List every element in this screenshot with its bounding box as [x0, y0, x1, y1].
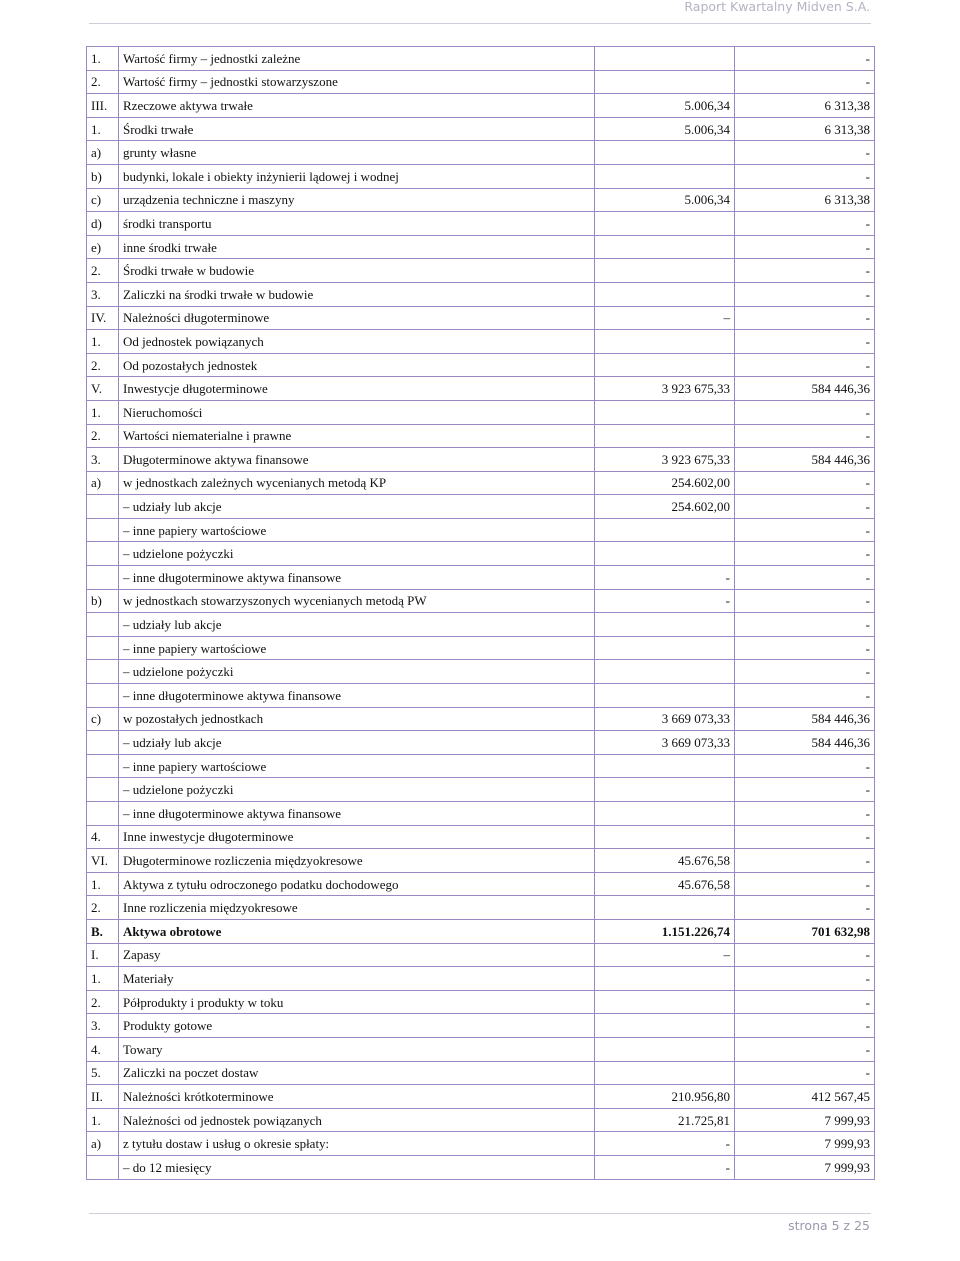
table-row	[87, 1014, 875, 1038]
row-number: 1.	[87, 47, 119, 71]
value-previous: 584 446,36	[735, 448, 875, 472]
value-current	[595, 400, 735, 424]
value-previous: -	[735, 825, 875, 849]
value-current: 3 923 675,33	[595, 448, 735, 472]
row-number	[87, 636, 119, 660]
value-previous: -	[735, 872, 875, 896]
value-previous: -	[735, 849, 875, 873]
value-current	[595, 636, 735, 660]
value-current: –	[595, 943, 735, 967]
row-label: Długoterminowe aktywa finansowe	[119, 448, 595, 472]
value-current	[595, 754, 735, 778]
row-label: – udziały lub akcje	[119, 613, 595, 637]
row-label: – udziały lub akcje	[119, 731, 595, 755]
row-label: Zapasy	[119, 943, 595, 967]
table-row	[87, 778, 875, 802]
value-current: 254.602,00	[595, 495, 735, 519]
row-number: b)	[87, 589, 119, 613]
row-label: – inne długoterminowe aktywa finansowe	[119, 684, 595, 708]
value-current: 254.602,00	[595, 471, 735, 495]
row-number: 1.	[87, 330, 119, 354]
row-label: Produkty gotowe	[119, 1014, 595, 1038]
value-previous: -	[735, 754, 875, 778]
row-number	[87, 802, 119, 826]
value-current: 3 669 073,33	[595, 707, 735, 731]
table-row	[87, 636, 875, 660]
value-current	[595, 802, 735, 826]
value-current	[595, 70, 735, 94]
row-label: Rzeczowe aktywa trwałe	[119, 94, 595, 118]
row-label: – inne papiery wartościowe	[119, 636, 595, 660]
table-row	[87, 660, 875, 684]
value-current: 1.151.226,74	[595, 919, 735, 943]
row-number: 2.	[87, 259, 119, 283]
table-row	[87, 825, 875, 849]
value-previous: 7 999,93	[735, 1155, 875, 1179]
row-label: Zaliczki na poczet dostaw	[119, 1061, 595, 1085]
value-current	[595, 424, 735, 448]
value-previous: -	[735, 330, 875, 354]
row-label: Wartości niematerialne i prawne	[119, 424, 595, 448]
value-current: -	[595, 589, 735, 613]
row-number: 1.	[87, 872, 119, 896]
row-label: – inne papiery wartościowe	[119, 518, 595, 542]
value-previous: 7 999,93	[735, 1108, 875, 1132]
row-number	[87, 1155, 119, 1179]
row-number: 2.	[87, 896, 119, 920]
value-previous: -	[735, 802, 875, 826]
value-current	[595, 660, 735, 684]
row-number: 3.	[87, 282, 119, 306]
row-number	[87, 613, 119, 637]
table-row	[87, 259, 875, 283]
value-current	[595, 1061, 735, 1085]
table-row	[87, 542, 875, 566]
table-row	[87, 518, 875, 542]
table-row	[87, 967, 875, 991]
row-number	[87, 660, 119, 684]
row-number: III.	[87, 94, 119, 118]
value-current: 3 669 073,33	[595, 731, 735, 755]
value-previous: -	[735, 1061, 875, 1085]
report-header: Raport Kwartalny Midven S.A.	[684, 0, 870, 14]
value-current	[595, 613, 735, 637]
value-current	[595, 353, 735, 377]
value-current	[595, 282, 735, 306]
row-label: – inne papiery wartościowe	[119, 754, 595, 778]
table-row	[87, 188, 875, 212]
value-current: 210.956,80	[595, 1085, 735, 1109]
value-current: 3 923 675,33	[595, 377, 735, 401]
row-number: IV.	[87, 306, 119, 330]
value-current: 5.006,34	[595, 117, 735, 141]
row-label: Inne inwestycje długoterminowe	[119, 825, 595, 849]
table-row	[87, 731, 875, 755]
value-previous: 7 999,93	[735, 1132, 875, 1156]
row-label: Od jednostek powiązanych	[119, 330, 595, 354]
table-row	[87, 1155, 875, 1179]
row-label: Aktywa obrotowe	[119, 919, 595, 943]
value-current	[595, 990, 735, 1014]
value-current	[595, 212, 735, 236]
value-current: 21.725,81	[595, 1108, 735, 1132]
row-number: 1.	[87, 117, 119, 141]
row-number: 1.	[87, 400, 119, 424]
value-previous: -	[735, 1037, 875, 1061]
table-row	[87, 164, 875, 188]
value-current	[595, 825, 735, 849]
table-row	[87, 1061, 875, 1085]
value-current: -	[595, 1155, 735, 1179]
row-label: inne środki trwałe	[119, 235, 595, 259]
row-number: a)	[87, 141, 119, 165]
table-row	[87, 377, 875, 401]
value-current	[595, 259, 735, 283]
value-previous: -	[735, 400, 875, 424]
row-number: b)	[87, 164, 119, 188]
value-previous: -	[735, 353, 875, 377]
table-row	[87, 1037, 875, 1061]
table-row	[87, 353, 875, 377]
value-previous: -	[735, 47, 875, 71]
row-label: Materiały	[119, 967, 595, 991]
value-current: -	[595, 1132, 735, 1156]
value-previous: -	[735, 778, 875, 802]
row-label: – udzielone pożyczki	[119, 778, 595, 802]
value-current	[595, 684, 735, 708]
value-current: -	[595, 566, 735, 590]
value-previous: -	[735, 282, 875, 306]
table-row	[87, 1085, 875, 1109]
value-previous: -	[735, 495, 875, 519]
value-current: 5.006,34	[595, 94, 735, 118]
table-row	[87, 754, 875, 778]
row-number: 1.	[87, 1108, 119, 1132]
row-label: z tytułu dostaw i usług o okresie spłaty:	[119, 1132, 595, 1156]
value-previous: -	[735, 471, 875, 495]
page-number: strona 5 z 25	[788, 1218, 870, 1233]
value-previous: 6 313,38	[735, 94, 875, 118]
row-label: Inwestycje długoterminowe	[119, 377, 595, 401]
row-label: Należności krótkoterminowe	[119, 1085, 595, 1109]
value-current: 5.006,34	[595, 188, 735, 212]
row-number: 4.	[87, 825, 119, 849]
balance-sheet-table	[86, 46, 875, 1180]
value-current	[595, 518, 735, 542]
table-row	[87, 896, 875, 920]
row-number: e)	[87, 235, 119, 259]
row-number	[87, 518, 119, 542]
row-label: Inne rozliczenia międzyokresowe	[119, 896, 595, 920]
value-previous: 584 446,36	[735, 731, 875, 755]
row-label: grunty własne	[119, 141, 595, 165]
table-row	[87, 1132, 875, 1156]
footer-divider	[89, 1213, 871, 1214]
row-label: – udzielone pożyczki	[119, 660, 595, 684]
row-number: 2.	[87, 990, 119, 1014]
value-previous: -	[735, 684, 875, 708]
row-number: 3.	[87, 1014, 119, 1038]
table-row	[87, 707, 875, 731]
value-previous: -	[735, 660, 875, 684]
row-label: Półprodukty i produkty w toku	[119, 990, 595, 1014]
row-label: Długoterminowe rozliczenia międzyokresowe	[119, 849, 595, 873]
value-previous: -	[735, 70, 875, 94]
table-row	[87, 589, 875, 613]
row-label: urządzenia techniczne i maszyny	[119, 188, 595, 212]
table-row	[87, 141, 875, 165]
row-number: c)	[87, 188, 119, 212]
value-previous: 584 446,36	[735, 377, 875, 401]
row-number	[87, 754, 119, 778]
row-number: a)	[87, 1132, 119, 1156]
row-label: – do 12 miesięcy	[119, 1155, 595, 1179]
row-number: 3.	[87, 448, 119, 472]
row-label: Środki trwałe w budowie	[119, 259, 595, 283]
table-row	[87, 330, 875, 354]
header-divider	[89, 23, 871, 24]
row-number	[87, 495, 119, 519]
table-row	[87, 943, 875, 967]
table-row	[87, 424, 875, 448]
value-previous: -	[735, 141, 875, 165]
value-previous: -	[735, 306, 875, 330]
row-number: 4.	[87, 1037, 119, 1061]
value-previous: -	[735, 164, 875, 188]
row-label: – udzielone pożyczki	[119, 542, 595, 566]
row-number: VI.	[87, 849, 119, 873]
value-previous: -	[735, 566, 875, 590]
table-row	[87, 400, 875, 424]
value-current	[595, 330, 735, 354]
row-number	[87, 731, 119, 755]
row-number: B.	[87, 919, 119, 943]
row-label: Należności długoterminowe	[119, 306, 595, 330]
table-body	[87, 47, 875, 1180]
value-previous: 6 313,38	[735, 117, 875, 141]
value-current	[595, 141, 735, 165]
row-label: – inne długoterminowe aktywa finansowe	[119, 802, 595, 826]
row-number	[87, 684, 119, 708]
value-previous: 584 446,36	[735, 707, 875, 731]
row-label: Zaliczki na środki trwałe w budowie	[119, 282, 595, 306]
value-previous: -	[735, 636, 875, 660]
value-current	[595, 1014, 735, 1038]
value-current	[595, 1037, 735, 1061]
value-current: 45.676,58	[595, 849, 735, 873]
row-number	[87, 542, 119, 566]
value-previous: -	[735, 967, 875, 991]
table-row	[87, 70, 875, 94]
row-label: Nieruchomości	[119, 400, 595, 424]
table-row	[87, 919, 875, 943]
row-number: 5.	[87, 1061, 119, 1085]
value-previous: -	[735, 212, 875, 236]
table-row	[87, 684, 875, 708]
row-number: a)	[87, 471, 119, 495]
value-current	[595, 967, 735, 991]
value-previous: -	[735, 1014, 875, 1038]
value-previous: -	[735, 424, 875, 448]
table-row	[87, 306, 875, 330]
row-label: – inne długoterminowe aktywa finansowe	[119, 566, 595, 590]
value-current: 45.676,58	[595, 872, 735, 896]
row-number: 1.	[87, 967, 119, 991]
row-label: w pozostałych jednostkach	[119, 707, 595, 731]
table-row	[87, 802, 875, 826]
table-row	[87, 1108, 875, 1132]
row-number	[87, 566, 119, 590]
row-number: c)	[87, 707, 119, 731]
row-number: 2.	[87, 353, 119, 377]
value-current	[595, 235, 735, 259]
value-previous: 6 313,38	[735, 188, 875, 212]
value-previous: -	[735, 542, 875, 566]
row-label: Wartość firmy – jednostki zależne	[119, 47, 595, 71]
row-number: V.	[87, 377, 119, 401]
row-label: w jednostkach zależnych wycenianych metodą KP	[119, 471, 595, 495]
table-row	[87, 117, 875, 141]
table-row	[87, 235, 875, 259]
row-label: Środki trwałe	[119, 117, 595, 141]
table-row	[87, 212, 875, 236]
row-label: budynki, lokale i obiekty inżynierii lądowej i wodnej	[119, 164, 595, 188]
row-label: Od pozostałych jednostek	[119, 353, 595, 377]
row-label: Aktywa z tytułu odroczonego podatku dochodowego	[119, 872, 595, 896]
row-label: w jednostkach stowarzyszonych wycenianych metodą PW	[119, 589, 595, 613]
value-previous: 412 567,45	[735, 1085, 875, 1109]
table-row	[87, 495, 875, 519]
row-label: środki transportu	[119, 212, 595, 236]
table-row	[87, 282, 875, 306]
table-row	[87, 94, 875, 118]
value-current	[595, 896, 735, 920]
value-previous: -	[735, 990, 875, 1014]
row-number: d)	[87, 212, 119, 236]
value-current: –	[595, 306, 735, 330]
value-current	[595, 164, 735, 188]
table-row	[87, 566, 875, 590]
table-row	[87, 872, 875, 896]
table-row	[87, 448, 875, 472]
value-previous: -	[735, 235, 875, 259]
table-row	[87, 471, 875, 495]
value-current	[595, 778, 735, 802]
table-row	[87, 849, 875, 873]
value-previous: -	[735, 259, 875, 283]
value-previous: 701 632,98	[735, 919, 875, 943]
row-number	[87, 778, 119, 802]
row-label: Wartość firmy – jednostki stowarzyszone	[119, 70, 595, 94]
value-previous: -	[735, 589, 875, 613]
row-label: Towary	[119, 1037, 595, 1061]
row-number: 2.	[87, 424, 119, 448]
row-label: – udziały lub akcje	[119, 495, 595, 519]
row-number: II.	[87, 1085, 119, 1109]
value-previous: -	[735, 943, 875, 967]
row-number: I.	[87, 943, 119, 967]
table-row	[87, 47, 875, 71]
value-current	[595, 47, 735, 71]
value-previous: -	[735, 613, 875, 637]
value-previous: -	[735, 518, 875, 542]
row-number: 2.	[87, 70, 119, 94]
value-current	[595, 542, 735, 566]
table-row	[87, 613, 875, 637]
table-row	[87, 990, 875, 1014]
value-previous: -	[735, 896, 875, 920]
row-label: Należności od jednostek powiązanych	[119, 1108, 595, 1132]
